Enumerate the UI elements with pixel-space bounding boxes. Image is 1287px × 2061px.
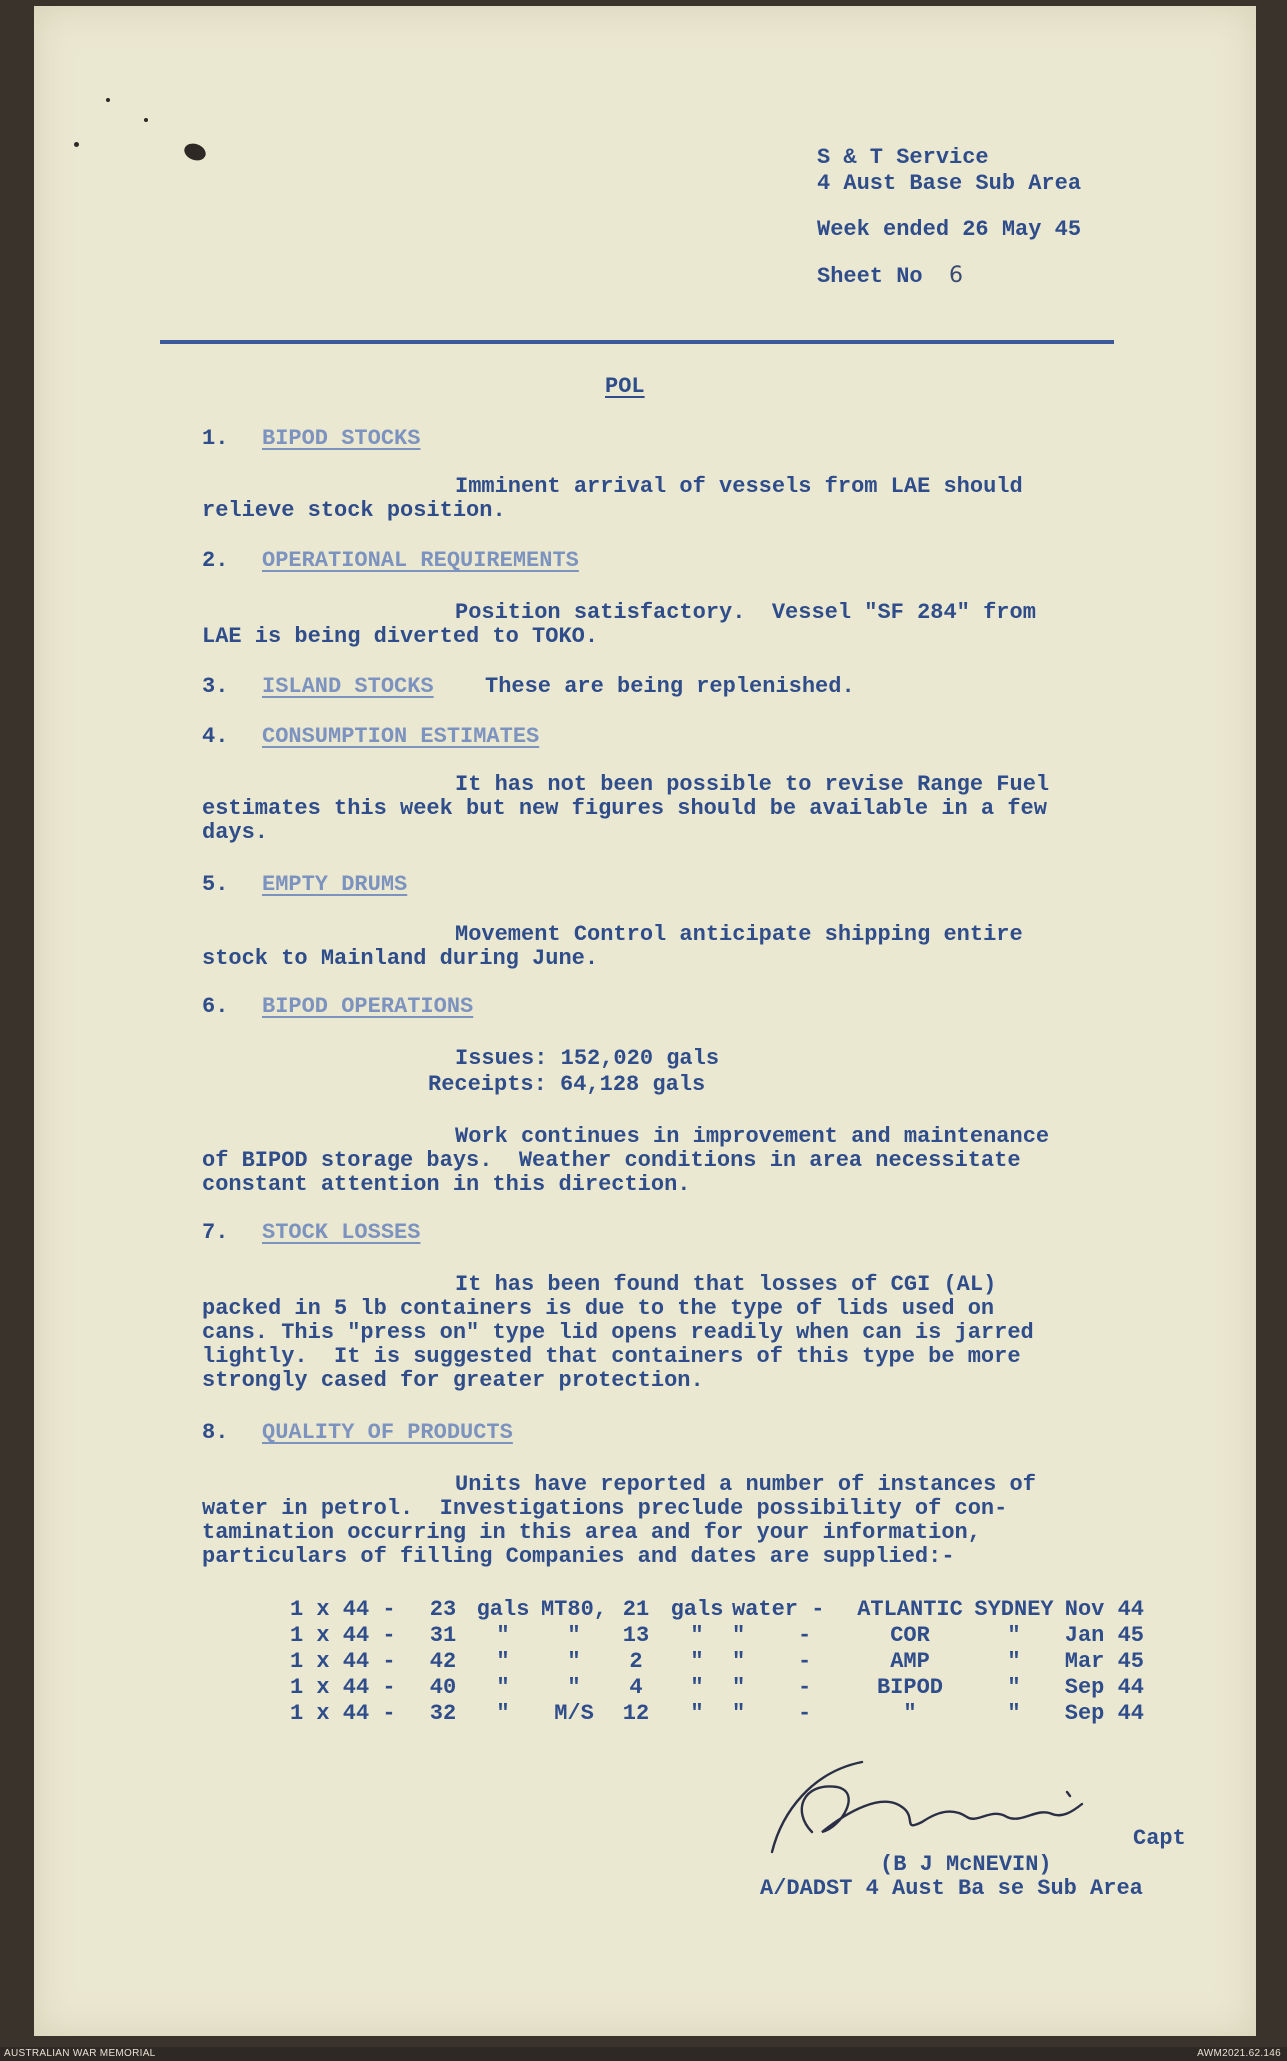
page-title: POL bbox=[605, 374, 645, 399]
section-line: Work continues in improvement and maintenance bbox=[455, 1124, 1050, 1149]
section-heading: STOCK LOSSES bbox=[262, 1220, 421, 1245]
section-line: estimates this week but new figures should be available in a few bbox=[202, 796, 1047, 821]
table-cell: COR bbox=[890, 1623, 930, 1648]
sheet-number-line bbox=[817, 263, 1081, 290]
table-cell: 2 bbox=[629, 1649, 643, 1674]
section-number: 8. bbox=[202, 1420, 229, 1445]
table-cell: " bbox=[1007, 1701, 1021, 1726]
section-inline-text: These are being replenished. bbox=[485, 674, 855, 699]
table-cell: 1 x 44 - bbox=[290, 1701, 396, 1726]
signatory-name: (B J McNEVIN) bbox=[880, 1852, 1052, 1877]
section-line: stock to Mainland during June. bbox=[202, 946, 599, 971]
table-cell: " bbox=[567, 1675, 581, 1700]
table-cell: Mar 45 bbox=[1064, 1649, 1144, 1674]
table-row bbox=[290, 1701, 1144, 1727]
section-line: packed in 5 lb containers is due to the type of lids used on bbox=[202, 1296, 995, 1321]
table-cell: " bbox=[1007, 1649, 1021, 1674]
punch-hole bbox=[182, 141, 208, 164]
table-cell: 40 bbox=[429, 1675, 457, 1700]
table-cell: 31 bbox=[429, 1623, 457, 1648]
section-line: of BIPOD storage bays. Weather conditions in area necessitate bbox=[202, 1148, 1021, 1173]
section-heading: CONSUMPTION ESTIMATES bbox=[262, 724, 540, 749]
section-line: Position satisfactory. Vessel "SF 284" from bbox=[455, 600, 1036, 625]
table-cell: " bbox=[1007, 1675, 1021, 1700]
issues-figure: Issues: 152,020 gals bbox=[455, 1046, 720, 1071]
table-cell: " bbox=[690, 1649, 704, 1674]
punch-hole bbox=[74, 142, 79, 147]
table-cell: SYDNEY bbox=[974, 1597, 1054, 1622]
table-cell: " - bbox=[732, 1649, 812, 1674]
section-line: Imminent arrival of vessels from LAE should bbox=[455, 474, 1023, 499]
table-cell: 1 x 44 - bbox=[290, 1623, 396, 1648]
filling-particulars-table bbox=[290, 1597, 1144, 1727]
table-cell: Sep 44 bbox=[1064, 1675, 1144, 1700]
table-cell: MT80, bbox=[540, 1597, 607, 1622]
section-line: relieve stock position. bbox=[202, 498, 506, 523]
section-line: constant attention in this direction. bbox=[202, 1172, 691, 1197]
week-ended: Week ended 26 May 45 bbox=[817, 217, 1082, 242]
section-line: strongly cased for greater protection. bbox=[202, 1368, 704, 1393]
table-cell: " bbox=[690, 1675, 704, 1700]
section-heading: QUALITY OF PRODUCTS bbox=[262, 1420, 513, 1445]
table-cell: Nov 44 bbox=[1064, 1597, 1144, 1622]
section-line: days. bbox=[202, 820, 269, 845]
table-cell: " bbox=[567, 1649, 581, 1674]
table-cell: M/S bbox=[554, 1701, 594, 1726]
sheet-number: 6 bbox=[949, 263, 964, 288]
section-number: 2. bbox=[202, 548, 229, 573]
table-cell: 23 bbox=[429, 1597, 457, 1622]
section-line: Units have reported a number of instances of bbox=[455, 1472, 1036, 1497]
table-cell: BIPOD bbox=[876, 1675, 943, 1700]
section-heading: ISLAND STOCKS bbox=[262, 674, 434, 699]
receipts-figure: Receipts: 64,128 gals bbox=[428, 1072, 706, 1097]
section-line: It has not been possible to revise Range Fuel bbox=[455, 772, 1050, 797]
table-cell: 4 bbox=[629, 1675, 643, 1700]
table-cell: Sep 44 bbox=[1064, 1701, 1144, 1726]
signatory-appointment: A/DADST 4 Aust Ba se Sub Area bbox=[760, 1876, 1143, 1901]
table-row bbox=[290, 1597, 1144, 1623]
footer-accession: AWM2021.62.146 bbox=[1197, 2048, 1281, 2059]
table-cell: " bbox=[496, 1701, 510, 1726]
table-cell: water - bbox=[732, 1597, 825, 1622]
section-line: particulars of filling Companies and dates are supplied:- bbox=[202, 1544, 955, 1569]
section-number: 6. bbox=[202, 994, 229, 1019]
table-cell: 1 x 44 - bbox=[290, 1597, 396, 1622]
signatory-rank: Capt bbox=[1133, 1826, 1186, 1851]
punch-hole bbox=[144, 118, 148, 122]
section-number: 7. bbox=[202, 1220, 229, 1245]
section-heading: OPERATIONAL REQUIREMENTS bbox=[262, 548, 579, 573]
table-row bbox=[290, 1649, 1144, 1675]
table-row bbox=[290, 1623, 1144, 1649]
section-line: cans. This "press on" type lid opens readily when can is jarred bbox=[202, 1320, 1034, 1345]
table-cell: 42 bbox=[429, 1649, 457, 1674]
table-cell: " - bbox=[732, 1701, 812, 1726]
unit-line-1: S & T Service bbox=[817, 145, 989, 170]
section-number: 1. bbox=[202, 426, 229, 451]
table-cell: " bbox=[496, 1675, 510, 1700]
table-cell: " bbox=[903, 1701, 917, 1726]
table-cell: gals bbox=[476, 1597, 530, 1622]
table-cell: " - bbox=[732, 1623, 812, 1648]
section-number: 5. bbox=[202, 872, 229, 897]
table-cell: 12 bbox=[622, 1701, 650, 1726]
table-cell: AMP bbox=[890, 1649, 930, 1674]
sheet-label: Sheet No bbox=[817, 264, 923, 289]
table-cell: 13 bbox=[622, 1623, 650, 1648]
section-line: It has been found that losses of CGI (AL) bbox=[455, 1272, 997, 1297]
table-cell: gals bbox=[670, 1597, 724, 1622]
section-line: LAE is being diverted to TOKO. bbox=[202, 624, 599, 649]
document-sheet bbox=[34, 6, 1256, 2036]
section-heading: BIPOD OPERATIONS bbox=[262, 994, 474, 1019]
section-line: tamination occurring in this area and for your information, bbox=[202, 1520, 981, 1545]
table-cell: " bbox=[567, 1623, 581, 1648]
table-cell: " bbox=[1007, 1623, 1021, 1648]
table-cell: ATLANTIC bbox=[857, 1597, 963, 1622]
table-cell: " - bbox=[732, 1675, 812, 1700]
table-cell: " bbox=[690, 1623, 704, 1648]
table-cell: 21 bbox=[622, 1597, 650, 1622]
header-rule bbox=[160, 340, 1114, 344]
table-cell: " bbox=[690, 1701, 704, 1726]
punch-hole bbox=[106, 98, 110, 102]
handwritten-signature bbox=[752, 1752, 1132, 1862]
table-cell: Jan 45 bbox=[1064, 1623, 1144, 1648]
section-line: lightly. It is suggested that containers of this type be more bbox=[202, 1344, 1021, 1369]
section-number: 3. bbox=[202, 674, 229, 699]
table-row bbox=[290, 1675, 1144, 1701]
section-line: Movement Control anticipate shipping entire bbox=[455, 922, 1023, 947]
table-cell: 32 bbox=[429, 1701, 457, 1726]
section-number: 4. bbox=[202, 724, 229, 749]
table-cell: 1 x 44 - bbox=[290, 1649, 396, 1674]
section-heading: BIPOD STOCKS bbox=[262, 426, 421, 451]
section-heading: EMPTY DRUMS bbox=[262, 872, 408, 897]
table-cell: 1 x 44 - bbox=[290, 1675, 396, 1700]
table-cell: " bbox=[496, 1649, 510, 1674]
table-cell: " bbox=[496, 1623, 510, 1648]
unit-line-2: 4 Aust Base Sub Area bbox=[817, 171, 1082, 196]
footer-source: AUSTRALIAN WAR MEMORIAL bbox=[4, 2048, 156, 2059]
section-line: water in petrol. Investigations preclude possibility of con- bbox=[202, 1496, 1008, 1521]
header-block bbox=[817, 145, 1081, 290]
